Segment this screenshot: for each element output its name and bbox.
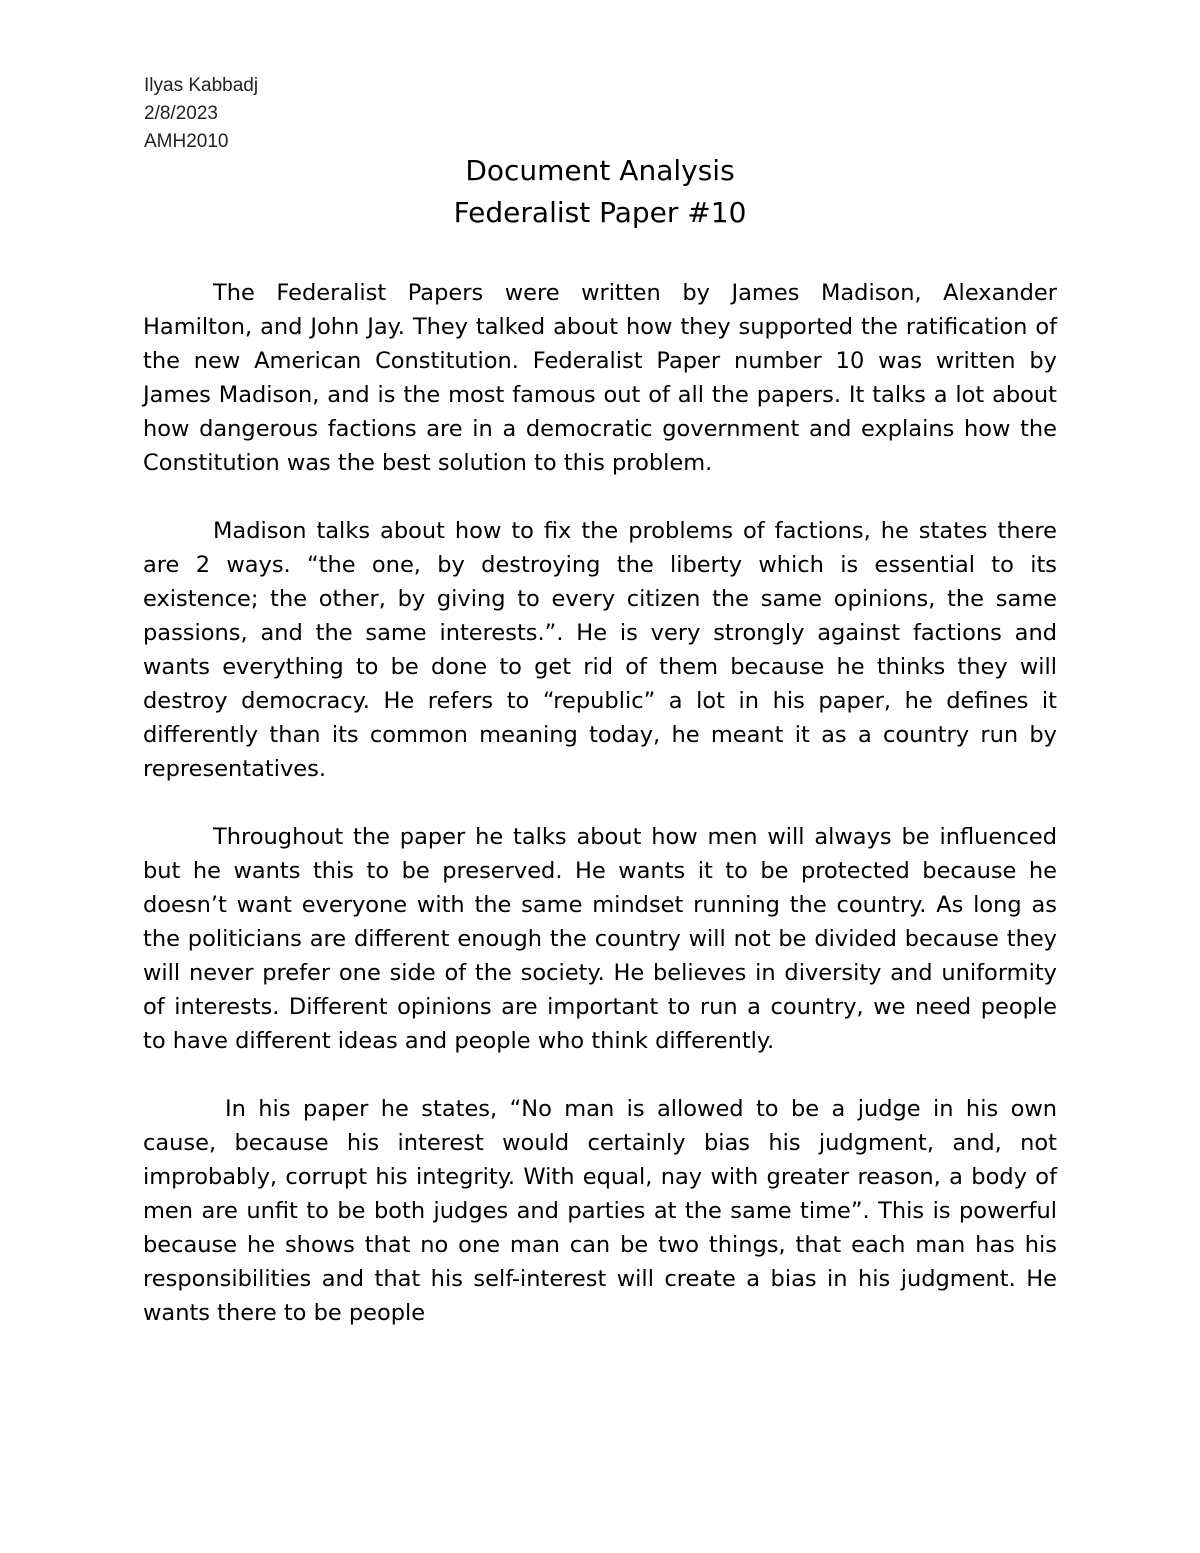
document-subtitle: Federalist Paper #10: [453, 196, 747, 229]
paragraph-4: In his paper he states, “No man is allowed to be a judge in his own cause, because his interest would certainly bias his judgment, and, not improbably, corrupt his integrity. With equal, nay with greater reason, a body of men are unfit to be both judges and parties at the same time”. This is powerful because he shows that no one man can be two things, that each man has his responsibilities and that his self-interest will create a bias in his judgment. He wants there to be people: [143, 1096, 1057, 1326]
paragraph-1: The Federalist Papers were written by James Madison, Alexander Hamilton, and John Jay. They talked about how they supported the ratification of the new American Constitution. Federalist Paper number 10 was written by James Madison, and is the most famous out of all the papers. It talks a lot about how dangerous factions are in a democratic government and explains how the Constitution was the best solution to this problem.: [143, 280, 1057, 476]
body-text: [143, 276, 1057, 1364]
paragraph-2: Madison talks about how to fix the problems of factions, he states there are 2 ways. “the one, by destroying the liberty which is essential to its existence; the other, by giving to every citizen the same opinions, the same passions, and the same interests.”. He is very strongly against factions and wants everything to be done to get rid of them because he thinks they will destroy democracy. He refers to “republic” a lot in his paper, he defines it differently than its common meaning today, he meant it as a country run by representatives.: [143, 518, 1057, 782]
course-code: AMH2010: [144, 131, 229, 152]
header-block: [144, 72, 258, 156]
document-title: Document Analysis: [465, 154, 735, 187]
paragraph-3: Throughout the paper he talks about how men will always be influenced but he wants this to be preserved. He wants it to be protected because he doesn’t want everyone with the same mindset running the country. As long as the politicians are different enough the country will not be divided because they will never prefer one side of the society. He believes in diversity and uniformity of interests. Different opinions are important to run a country, we need people to have different ideas and people who think differently.: [143, 824, 1057, 1054]
author-name: Ilyas Kabbadj: [144, 75, 259, 96]
date: 2/8/2023: [144, 103, 218, 124]
